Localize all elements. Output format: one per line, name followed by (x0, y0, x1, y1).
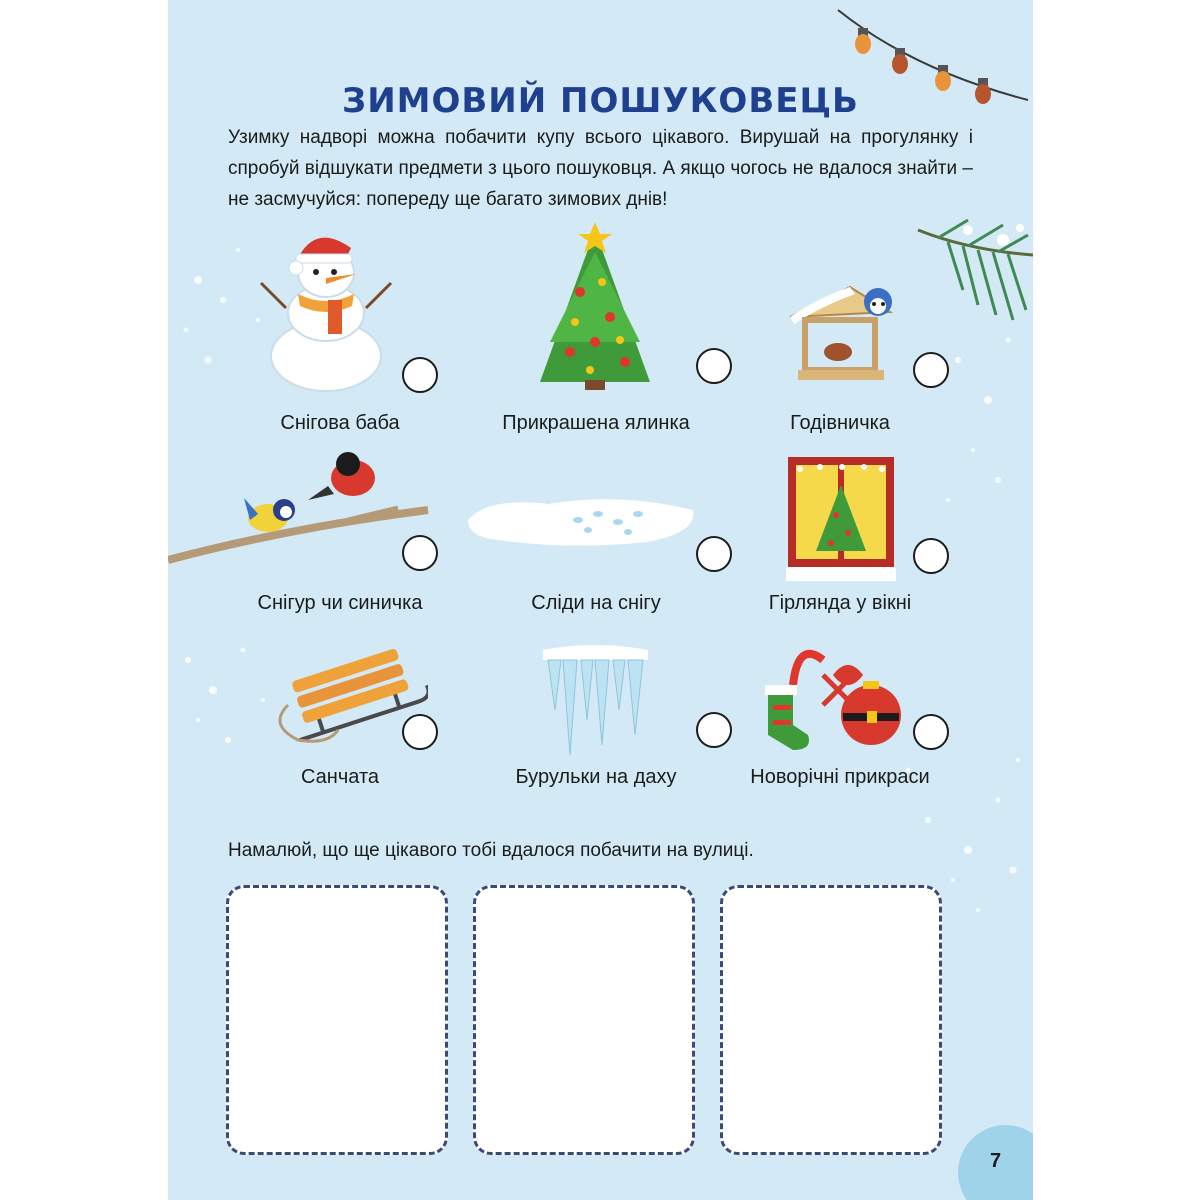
intro-paragraph: Узимку надворі можна побачити купу всього цікавого. Вирушай на прогулянку і спробуй відшукати предмети з цього пошуковця. А якщо чогось не вдалося знайти – не засмучуйся: попереду ще багато зимових днів! (228, 127, 973, 210)
checkbox-icicles[interactable] (696, 712, 732, 748)
item-label-birds: Снігур чи синичка (257, 592, 423, 614)
checkbox-christmas-tree[interactable] (696, 348, 732, 384)
page-title: ЗИМОВИЙ ПОШУКОВЕЦЬ (342, 80, 859, 121)
christmas-tree-icon (530, 222, 660, 392)
drawing-box-1[interactable] (226, 885, 448, 1155)
item-label-christmas-tree: Прикрашена ялинка (502, 412, 690, 434)
item-label-snowman: Снігова баба (280, 412, 400, 434)
item-label-icicles: Бурульки на даху (515, 766, 677, 788)
birds-on-branch-icon (168, 448, 433, 578)
checkbox-snowman[interactable] (402, 357, 438, 393)
checkbox-sled[interactable] (402, 714, 438, 750)
checkbox-decorations[interactable] (913, 714, 949, 750)
item-label-sled: Санчата (301, 766, 379, 788)
drawing-box-2[interactable] (473, 885, 695, 1155)
christmas-decorations-icon (753, 635, 913, 755)
bird-feeder-icon (780, 272, 910, 397)
checkbox-bird-feeder[interactable] (913, 352, 949, 388)
checkbox-footprints[interactable] (696, 536, 732, 572)
checkbox-window-garland[interactable] (913, 538, 949, 574)
footprints-in-snow-icon (468, 492, 698, 550)
drawing-box-3[interactable] (720, 885, 942, 1155)
pine-branch-icon (908, 210, 1033, 330)
item-label-window-garland: Гірлянда у вікні (768, 592, 912, 614)
page-number: 7 (990, 1150, 1002, 1172)
snowman-icon (256, 228, 396, 393)
item-label-decorations: Новорічні прикраси (750, 766, 930, 788)
checkbox-birds[interactable] (402, 535, 438, 571)
worksheet-page (168, 0, 1033, 1200)
item-label-footprints: Сліди на снігу (531, 592, 661, 614)
item-label-bird-feeder: Годівничка (790, 412, 890, 434)
icicles-icon (543, 640, 648, 765)
drawing-prompt: Намалюй, що ще цікавого тобі вдалося побачити на вулиці. (228, 840, 754, 861)
window-garland-icon (786, 455, 898, 585)
